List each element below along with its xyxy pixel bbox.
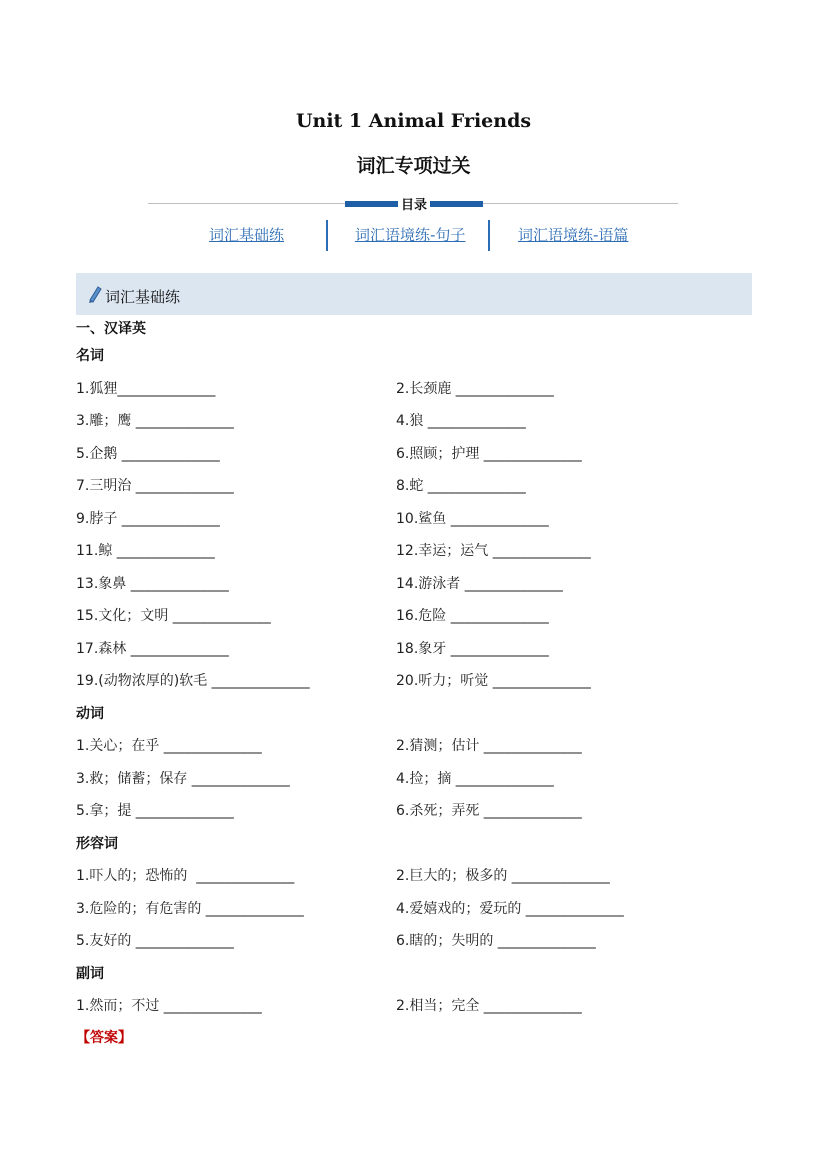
noun-item: 19.(动物浓厚的)软毛 ______________	[76, 673, 310, 689]
noun-item: 8.蛇 ______________	[396, 478, 526, 494]
toc-link-context-sentence[interactable]: 词汇语境练-句子	[355, 226, 466, 244]
verb-item: 4.捡；摘 ______________	[396, 771, 554, 787]
noun-item: 3.雕；鹰 ______________	[76, 413, 234, 429]
noun-item: 12.幸运；运气 ______________	[396, 543, 591, 559]
verb-item: 5.拿；提 ______________	[76, 803, 234, 819]
part-heading: 一、汉译英	[76, 321, 146, 337]
noun-item: 5.企鹅 ______________	[76, 446, 220, 462]
pen-icon	[87, 285, 103, 303]
verb-item: 3.救；储蓄；保存 ______________	[76, 771, 290, 787]
adverbs-heading: 副词	[76, 966, 104, 982]
toc-link-basic[interactable]: 词汇基础练	[209, 226, 285, 244]
noun-item: 20.听力；听觉 ______________	[396, 673, 591, 689]
adjective-item: 3.危险的；有危害的 ______________	[76, 901, 304, 917]
noun-item: 6.照顾；护理 ______________	[396, 446, 582, 462]
toc-bar-right	[429, 201, 483, 207]
adverb-item: 1.然而；不过 ______________	[76, 998, 262, 1014]
adjective-item: 1.吓人的；恐怖的 ______________	[76, 868, 295, 884]
toc-link-context-passage[interactable]: 词汇语境练-语篇	[518, 226, 629, 244]
verbs-heading: 动词	[76, 706, 104, 722]
answer-label: 【答案】	[76, 1030, 132, 1046]
toc-label: 目录	[398, 194, 430, 213]
adjectives-heading: 形容词	[76, 836, 118, 852]
noun-item: 13.象鼻 ______________	[76, 576, 229, 592]
adverb-item: 2.相当；完全 ______________	[396, 998, 582, 1014]
noun-item: 4.狼 ______________	[396, 413, 526, 429]
section-title: 词汇基础练	[105, 288, 181, 306]
noun-item: 18.象牙 ______________	[396, 641, 549, 657]
noun-item: 9.脖子 ______________	[76, 511, 220, 527]
noun-item: 16.危险 ______________	[396, 608, 549, 624]
nouns-heading: 名词	[76, 348, 104, 364]
noun-item: 14.游泳者 ______________	[396, 576, 563, 592]
verb-item: 1.关心；在乎 ______________	[76, 738, 262, 754]
adjective-item: 4.爱嬉戏的；爱玩的 ______________	[396, 901, 624, 917]
noun-item: 15.文化；文明 ______________	[76, 608, 271, 624]
noun-item: 11.鲸 ______________	[76, 543, 215, 559]
document-title: Unit 1 Animal Friends	[295, 110, 532, 132]
noun-item: 1.狐狸______________	[76, 381, 216, 397]
noun-item: 2.长颈鹿 ______________	[396, 381, 554, 397]
verb-item: 6.杀死；弄死 ______________	[396, 803, 582, 819]
adjective-item: 6.瞎的；失明的 ______________	[396, 933, 596, 949]
toc-bar-left	[345, 201, 399, 207]
noun-item: 10.鲨鱼 ______________	[396, 511, 549, 527]
toc-separator	[326, 220, 328, 251]
noun-item: 17.森林 ______________	[76, 641, 229, 657]
document-subtitle: 词汇专项过关	[356, 155, 471, 177]
verb-item: 2.猜测；估计 ______________	[396, 738, 582, 754]
toc-separator	[488, 220, 490, 251]
noun-item: 7.三明治 ______________	[76, 478, 234, 494]
adjective-item: 2.巨大的；极多的 ______________	[396, 868, 610, 884]
adjective-item: 5.友好的 ______________	[76, 933, 234, 949]
